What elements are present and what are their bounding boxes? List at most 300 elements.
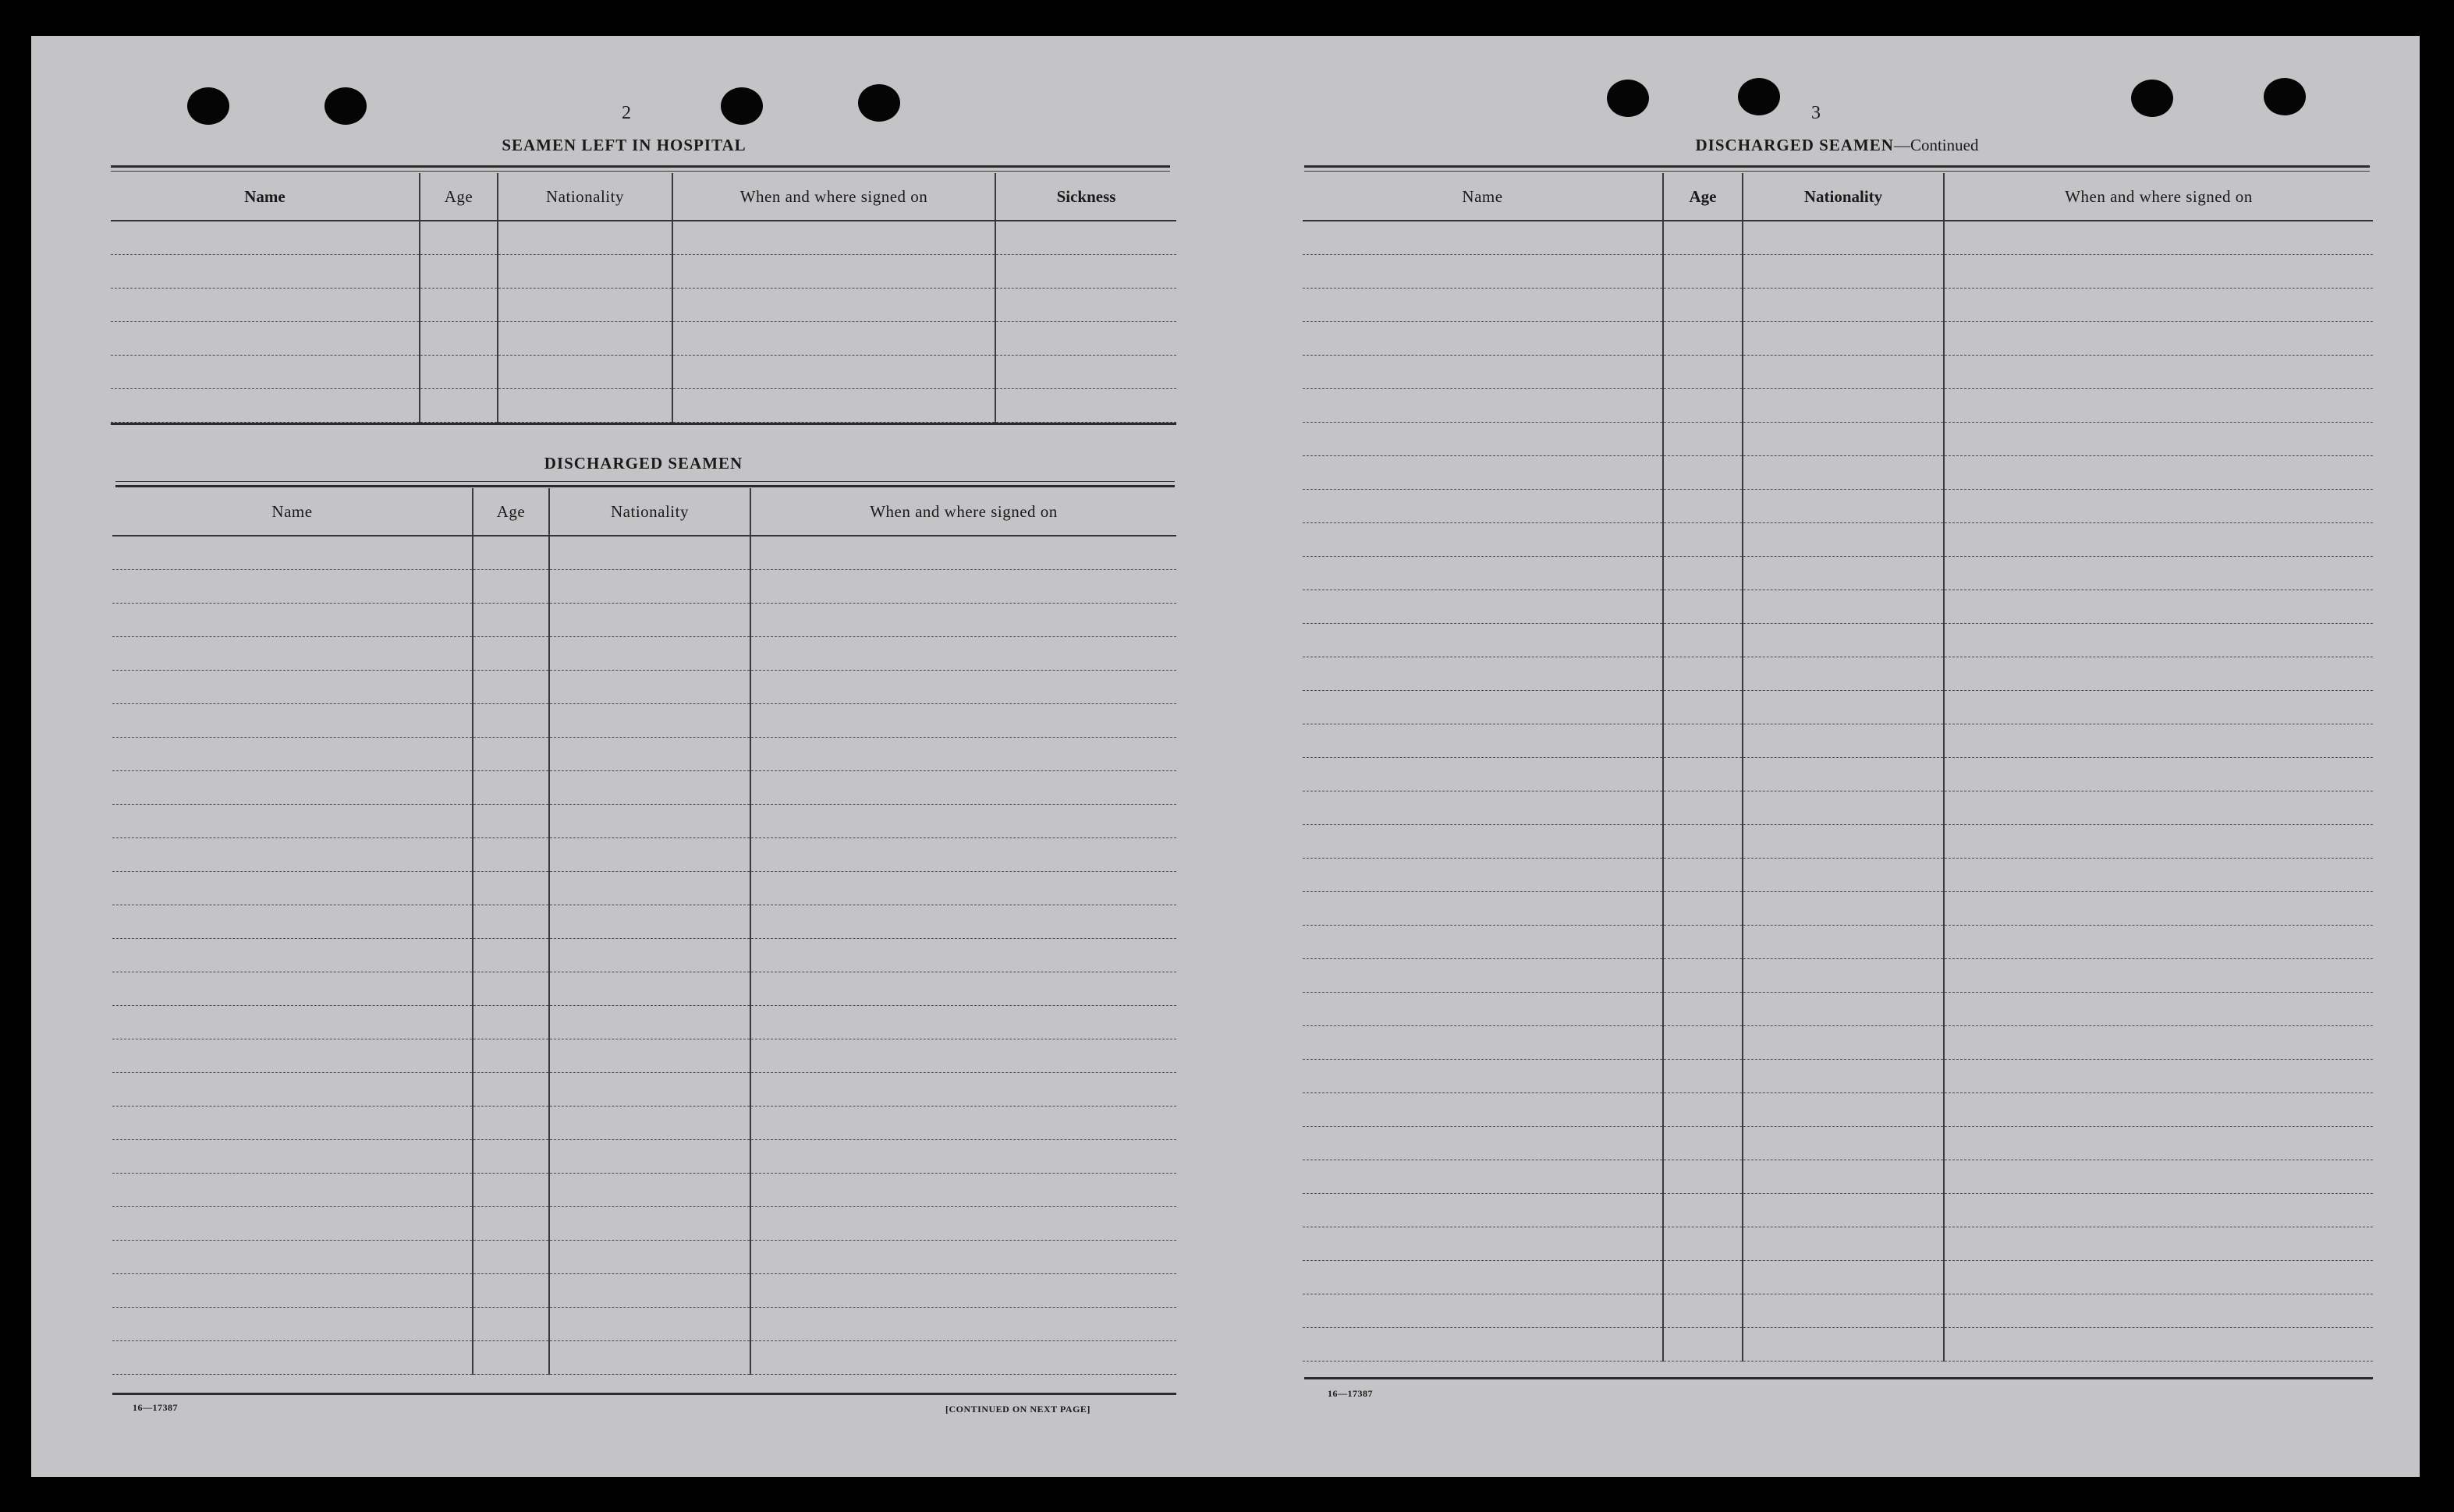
column-header-nationality: Nationality <box>1743 173 1944 221</box>
blank-cell <box>750 671 1176 704</box>
blank-cell <box>1944 456 2373 490</box>
table-row <box>1303 959 2373 993</box>
blank-cell <box>1743 389 1944 423</box>
blank-cell <box>1663 1127 1743 1160</box>
table-row <box>1303 356 2373 389</box>
blank-cell <box>1944 490 2373 523</box>
table-row <box>1303 1127 2373 1160</box>
blank-cell <box>750 1140 1176 1174</box>
blank-cell <box>1303 1194 1663 1227</box>
blank-cell <box>498 389 672 423</box>
blank-cell <box>1743 221 1944 255</box>
discharged-section-title: DISCHARGED SEAMEN <box>544 454 743 473</box>
blank-cell <box>1663 289 1743 322</box>
blank-cell <box>112 1039 473 1073</box>
rule-hospital-top <box>111 165 1170 168</box>
blank-cell <box>1944 892 2373 926</box>
blank-cell <box>112 1207 473 1241</box>
blank-cell <box>1663 1227 1743 1261</box>
table-row <box>1303 490 2373 523</box>
blank-cell <box>750 604 1176 637</box>
form-sheet <box>31 36 2420 1477</box>
blank-cell <box>1303 1127 1663 1160</box>
blank-cell <box>111 255 420 289</box>
continued-section-title-suffix: —Continued <box>1893 136 1979 154</box>
blank-cell <box>1303 1026 1663 1060</box>
blank-cell <box>750 536 1176 570</box>
table-row <box>1303 1328 2373 1362</box>
blank-cell <box>1303 456 1663 490</box>
blank-cell <box>672 289 995 322</box>
blank-cell <box>1743 791 1944 825</box>
blank-cell <box>473 838 549 872</box>
blank-cell <box>1663 1093 1743 1127</box>
table-row <box>1303 791 2373 825</box>
table-row <box>112 1006 1176 1039</box>
blank-cell <box>1303 926 1663 959</box>
rule-discharged-top-thin <box>115 481 1175 482</box>
blank-cell <box>1663 926 1743 959</box>
blank-cell <box>1743 1261 1944 1294</box>
blank-cell <box>112 838 473 872</box>
form-code-left: 16—17387 <box>133 1402 178 1413</box>
blank-cell <box>750 1308 1176 1341</box>
blank-cell <box>1663 389 1743 423</box>
blank-cell <box>1944 590 2373 624</box>
blank-cell <box>473 1039 549 1073</box>
blank-cell <box>1743 1328 1944 1362</box>
blank-cell <box>1944 1227 2373 1261</box>
blank-cell <box>750 704 1176 738</box>
blank-cell <box>473 1073 549 1107</box>
blank-cell <box>420 255 498 289</box>
blank-cell <box>750 1107 1176 1140</box>
blank-cell <box>1743 255 1944 289</box>
blank-cell <box>1743 456 1944 490</box>
blank-cell <box>995 221 1176 255</box>
blank-cell <box>672 356 995 389</box>
rule-hospital-top-thin <box>111 171 1170 172</box>
blank-cell <box>1944 389 2373 423</box>
blank-cell <box>1303 724 1663 758</box>
blank-cell <box>750 1073 1176 1107</box>
blank-cell <box>1944 356 2373 389</box>
table-row <box>1303 1026 2373 1060</box>
table-row <box>112 671 1176 704</box>
blank-cell <box>750 905 1176 939</box>
blank-cell <box>1303 959 1663 993</box>
blank-cell <box>1663 1194 1743 1227</box>
blank-cell <box>1663 557 1743 590</box>
column-header-when-where-signed-on: When and where signed on <box>1944 173 2373 221</box>
table-row <box>1303 1093 2373 1127</box>
table-row <box>112 1308 1176 1341</box>
table-row <box>111 289 1176 322</box>
form-code-right: 16—17387 <box>1328 1388 1373 1399</box>
blank-cell <box>498 356 672 389</box>
blank-cell <box>1663 657 1743 691</box>
table-row <box>111 389 1176 423</box>
blank-cell <box>1663 1328 1743 1362</box>
table-row <box>1303 859 2373 892</box>
table-row <box>111 356 1176 389</box>
blank-cell <box>1944 289 2373 322</box>
rule-right-bottom <box>1304 1377 2373 1379</box>
blank-cell <box>112 1241 473 1274</box>
blank-cell <box>995 356 1176 389</box>
discharged-rows <box>112 536 1176 1375</box>
blank-cell <box>1743 1194 1944 1227</box>
blank-cell <box>1743 758 1944 791</box>
blank-cell <box>1743 1294 1944 1328</box>
blank-cell <box>549 939 750 972</box>
blank-cell <box>1663 691 1743 724</box>
blank-cell <box>1944 322 2373 356</box>
punch-hole <box>1738 78 1780 115</box>
blank-cell <box>1303 691 1663 724</box>
blank-cell <box>1663 523 1743 557</box>
blank-cell <box>1303 255 1663 289</box>
blank-cell <box>1944 993 2373 1026</box>
blank-cell <box>1303 791 1663 825</box>
table-row <box>1303 1227 2373 1261</box>
blank-cell <box>473 704 549 738</box>
blank-cell <box>473 939 549 972</box>
punch-hole <box>721 87 763 125</box>
blank-cell <box>549 1241 750 1274</box>
blank-cell <box>549 872 750 905</box>
blank-cell <box>1663 1160 1743 1194</box>
blank-cell <box>549 704 750 738</box>
blank-cell <box>1743 289 1944 322</box>
blank-cell <box>420 289 498 322</box>
blank-cell <box>1743 892 1944 926</box>
table-row <box>112 1140 1176 1174</box>
blank-cell <box>1303 758 1663 791</box>
blank-cell <box>1743 523 1944 557</box>
blank-cell <box>112 1006 473 1039</box>
blank-cell <box>1944 523 2373 557</box>
blank-cell <box>1663 892 1743 926</box>
blank-cell <box>473 1174 549 1207</box>
rule-discharged-bottom <box>112 1393 1176 1395</box>
blank-cell <box>112 1174 473 1207</box>
table-row <box>1303 1194 2373 1227</box>
blank-cell <box>420 389 498 423</box>
table-row <box>112 570 1176 604</box>
blank-cell <box>1303 624 1663 657</box>
table-row <box>1303 1261 2373 1294</box>
table-row <box>111 221 1176 255</box>
blank-cell <box>112 1073 473 1107</box>
table-row <box>1303 289 2373 322</box>
blank-cell <box>750 838 1176 872</box>
blank-cell <box>420 221 498 255</box>
blank-cell <box>1743 423 1944 456</box>
blank-cell <box>1303 322 1663 356</box>
blank-cell <box>473 805 549 838</box>
blank-cell <box>1663 959 1743 993</box>
blank-cell <box>112 604 473 637</box>
table-row <box>112 704 1176 738</box>
blank-cell <box>549 1274 750 1308</box>
blank-cell <box>1944 1328 2373 1362</box>
blank-cell <box>549 805 750 838</box>
blank-cell <box>111 289 420 322</box>
table-row <box>112 1274 1176 1308</box>
blank-cell <box>750 1039 1176 1073</box>
blank-cell <box>1944 423 2373 456</box>
punch-hole <box>858 84 900 122</box>
blank-cell <box>1944 1127 2373 1160</box>
blank-cell <box>549 1341 750 1375</box>
blank-cell <box>473 1274 549 1308</box>
blank-cell <box>1303 657 1663 691</box>
table-row <box>112 637 1176 671</box>
blank-cell <box>112 872 473 905</box>
blank-cell <box>1944 624 2373 657</box>
blank-cell <box>1743 490 1944 523</box>
blank-cell <box>473 771 549 805</box>
blank-cell <box>1303 1261 1663 1294</box>
blank-cell <box>995 389 1176 423</box>
blank-cell <box>1743 322 1944 356</box>
blank-cell <box>112 905 473 939</box>
blank-cell <box>549 1308 750 1341</box>
blank-cell <box>1743 1160 1944 1194</box>
blank-cell <box>112 637 473 671</box>
blank-cell <box>1303 1160 1663 1194</box>
table-row <box>112 1207 1176 1241</box>
blank-cell <box>549 972 750 1006</box>
blank-cell <box>473 1140 549 1174</box>
continued-section-title <box>1304 136 2370 155</box>
blank-cell <box>672 322 995 356</box>
blank-cell <box>473 1006 549 1039</box>
blank-cell <box>750 1274 1176 1308</box>
column-header-age: Age <box>1663 173 1743 221</box>
blank-cell <box>1303 1093 1663 1127</box>
table-row <box>1303 1160 2373 1194</box>
blank-cell <box>112 536 473 570</box>
continued-table <box>1303 173 2373 1362</box>
blank-cell <box>1663 724 1743 758</box>
table-row <box>1303 557 2373 590</box>
blank-cell <box>1944 825 2373 859</box>
table-row <box>112 1241 1176 1274</box>
continued-section-title-main: DISCHARGED SEAMEN <box>1695 136 1894 154</box>
blank-cell <box>112 1308 473 1341</box>
blank-cell <box>1743 959 1944 993</box>
table-row <box>1303 926 2373 959</box>
blank-cell <box>1663 590 1743 624</box>
blank-cell <box>1663 1294 1743 1328</box>
column-header-name: Name <box>111 173 420 221</box>
blank-cell <box>1303 557 1663 590</box>
table-row <box>112 872 1176 905</box>
column-header-name: Name <box>112 488 473 536</box>
blank-cell <box>473 872 549 905</box>
table-row <box>1303 758 2373 791</box>
blank-cell <box>1663 859 1743 892</box>
hospital-table <box>111 173 1176 423</box>
rule-right-top <box>1304 165 2370 168</box>
table-row <box>1303 892 2373 926</box>
blank-cell <box>750 972 1176 1006</box>
blank-cell <box>1303 1060 1663 1093</box>
table-row <box>112 1341 1176 1375</box>
table-row <box>1303 691 2373 724</box>
blank-cell <box>473 604 549 637</box>
blank-cell <box>473 637 549 671</box>
blank-cell <box>1663 1060 1743 1093</box>
continued-note: [CONTINUED ON NEXT PAGE] <box>945 1404 1090 1415</box>
table-row <box>1303 724 2373 758</box>
blank-cell <box>1743 356 1944 389</box>
blank-cell <box>1663 423 1743 456</box>
blank-cell <box>473 671 549 704</box>
blank-cell <box>1944 221 2373 255</box>
blank-cell <box>112 570 473 604</box>
blank-cell <box>1944 959 2373 993</box>
blank-cell <box>1944 724 2373 758</box>
blank-cell <box>750 872 1176 905</box>
blank-cell <box>549 1039 750 1073</box>
table-row <box>1303 590 2373 624</box>
blank-cell <box>1303 892 1663 926</box>
blank-cell <box>1663 993 1743 1026</box>
blank-cell <box>750 570 1176 604</box>
blank-cell <box>1743 993 1944 1026</box>
blank-cell <box>549 604 750 637</box>
blank-cell <box>473 1107 549 1140</box>
blank-cell <box>473 1308 549 1341</box>
blank-cell <box>1743 825 1944 859</box>
blank-cell <box>672 389 995 423</box>
blank-cell <box>498 221 672 255</box>
table-row <box>1303 825 2373 859</box>
blank-cell <box>1743 1093 1944 1127</box>
blank-cell <box>549 1174 750 1207</box>
blank-cell <box>1944 758 2373 791</box>
blank-cell <box>473 905 549 939</box>
table-row <box>112 536 1176 570</box>
blank-cell <box>1303 993 1663 1026</box>
blank-cell <box>672 255 995 289</box>
column-header-when-where-signed-on: When and where signed on <box>750 488 1176 536</box>
blank-cell <box>1944 1194 2373 1227</box>
blank-cell <box>750 1207 1176 1241</box>
blank-cell <box>1743 657 1944 691</box>
blank-cell <box>1303 1328 1663 1362</box>
blank-cell <box>549 637 750 671</box>
blank-cell <box>1663 791 1743 825</box>
blank-cell <box>473 738 549 771</box>
blank-cell <box>1743 724 1944 758</box>
blank-cell <box>1303 221 1663 255</box>
blank-cell <box>1743 1060 1944 1093</box>
blank-cell <box>1663 1026 1743 1060</box>
blank-cell <box>549 671 750 704</box>
blank-cell <box>1303 590 1663 624</box>
blank-cell <box>111 322 420 356</box>
table-row <box>1303 624 2373 657</box>
blank-cell <box>549 838 750 872</box>
blank-cell <box>1944 691 2373 724</box>
table-row <box>1303 389 2373 423</box>
blank-cell <box>1743 859 1944 892</box>
blank-cell <box>112 1107 473 1140</box>
blank-cell <box>112 704 473 738</box>
blank-cell <box>112 1274 473 1308</box>
continued-rows <box>1303 221 2373 1362</box>
table-row <box>112 838 1176 872</box>
blank-cell <box>1944 1261 2373 1294</box>
table-row <box>112 905 1176 939</box>
blank-cell <box>1944 557 2373 590</box>
blank-cell <box>1944 1160 2373 1194</box>
blank-cell <box>1944 1093 2373 1127</box>
blank-cell <box>549 536 750 570</box>
column-header-nationality: Nationality <box>498 173 672 221</box>
blank-cell <box>549 1140 750 1174</box>
page-number-right: 3 <box>1811 103 1821 123</box>
blank-cell <box>1743 1127 1944 1160</box>
table-row <box>112 771 1176 805</box>
blank-cell <box>1303 1227 1663 1261</box>
rule-right-top-thin <box>1304 171 2370 172</box>
blank-cell <box>1303 523 1663 557</box>
blank-cell <box>1944 1294 2373 1328</box>
column-header-when-where-signed-on: When and where signed on <box>672 173 995 221</box>
rule-discharged-top <box>115 485 1175 487</box>
punch-hole <box>187 87 229 125</box>
table-row <box>1303 523 2373 557</box>
blank-cell <box>549 1207 750 1241</box>
blank-cell <box>1743 590 1944 624</box>
blank-cell <box>750 1341 1176 1375</box>
blank-cell <box>1743 926 1944 959</box>
blank-cell <box>1743 1026 1944 1060</box>
blank-cell <box>1303 1294 1663 1328</box>
blank-cell <box>1303 859 1663 892</box>
blank-cell <box>1663 255 1743 289</box>
punch-hole <box>324 87 367 125</box>
table-row <box>112 1107 1176 1140</box>
blank-cell <box>1663 322 1743 356</box>
blank-cell <box>1944 859 2373 892</box>
table-row <box>111 255 1176 289</box>
blank-cell <box>473 536 549 570</box>
discharged-table <box>112 488 1176 1375</box>
blank-cell <box>498 322 672 356</box>
blank-cell <box>112 771 473 805</box>
blank-cell <box>473 570 549 604</box>
blank-cell <box>1743 691 1944 724</box>
blank-cell <box>473 972 549 1006</box>
blank-cell <box>549 1073 750 1107</box>
blank-cell <box>473 1207 549 1241</box>
blank-cell <box>1944 791 2373 825</box>
table-row <box>1303 255 2373 289</box>
blank-cell <box>549 570 750 604</box>
blank-cell <box>1663 356 1743 389</box>
table-row <box>1303 1294 2373 1328</box>
blank-cell <box>1303 423 1663 456</box>
column-header-nationality: Nationality <box>549 488 750 536</box>
blank-cell <box>549 905 750 939</box>
blank-cell <box>1663 456 1743 490</box>
